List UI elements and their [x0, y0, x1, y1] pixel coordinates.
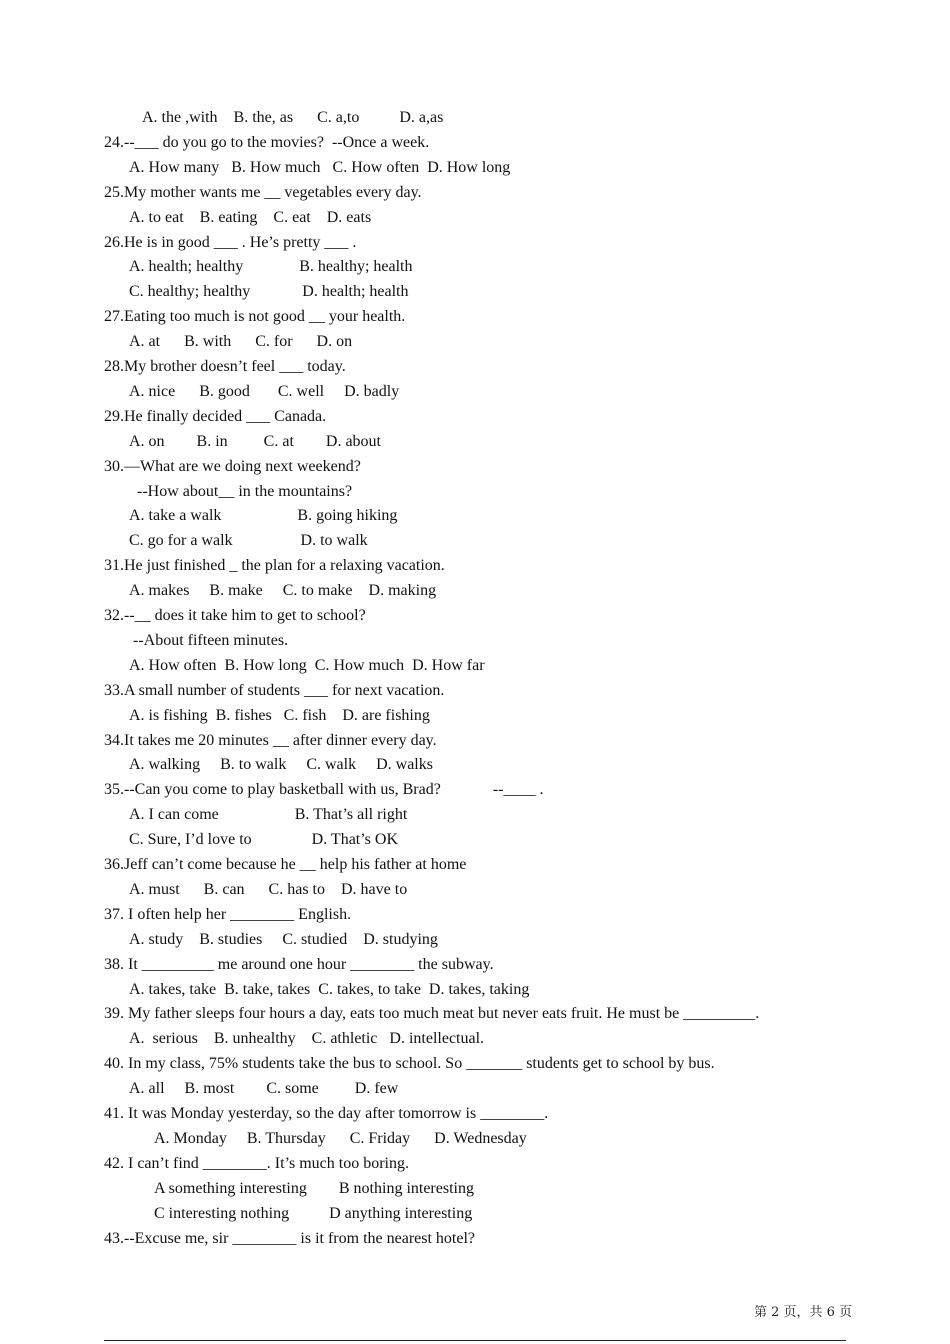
text-line: A something interesting B nothing interesting — [154, 1180, 474, 1197]
text-line: A. health; healthy B. healthy; health — [129, 258, 413, 275]
text-line: 31.He just finished _ the plan for a relaxing vacation. — [104, 557, 445, 574]
text-line: A. walking B. to walk C. walk D. walks — [129, 756, 433, 773]
text-line: A. takes, take B. take, takes C. takes, to take D. takes, taking — [129, 981, 530, 998]
text-line: 24.--___ do you go to the movies? --Once a week. — [104, 134, 430, 151]
text-line: 42. I can’t find ________. It’s much too boring. — [104, 1155, 409, 1172]
text-line: 43.--Excuse me, sir ________ is it from the nearest hotel? — [104, 1230, 476, 1247]
text-line: A. to eat B. eating C. eat D. eats — [129, 209, 372, 226]
text-line: A. at B. with C. for D. on — [129, 333, 353, 350]
text-line: A. study B. studies C. studied D. studying — [129, 931, 438, 948]
text-line: 27.Eating too much is not good __ your health. — [104, 308, 406, 325]
text-line: 32.--__ does it take him to get to school? — [104, 607, 366, 624]
text-line: A. take a walk B. going hiking — [129, 507, 398, 524]
text-line: A. nice B. good C. well D. badly — [129, 383, 400, 400]
text-line: 39. My father sleeps four hours a day, eats too much meat but never eats fruit. He must be _________. — [104, 1005, 760, 1022]
text-line: A. on B. in C. at D. about — [129, 433, 381, 450]
text-line: 33.A small number of students ___ for next vacation. — [104, 682, 445, 699]
text-line: A. must B. can C. has to D. have to — [129, 881, 408, 898]
text-line: 26.He is in good ___ . He’s pretty ___ . — [104, 234, 357, 251]
text-line: A. serious B. unhealthy C. athletic D. intellectual. — [129, 1030, 485, 1047]
text-line: 29.He finally decided ___ Canada. — [104, 408, 327, 425]
text-line: A. is fishing B. fishes C. fish D. are fishing — [129, 707, 430, 724]
text-line: 41. It was Monday yesterday, so the day after tomorrow is ________. — [104, 1105, 549, 1122]
text-line: C interesting nothing D anything interesting — [154, 1205, 473, 1222]
text-line: 34.It takes me 20 minutes __ after dinner every day. — [104, 732, 437, 749]
text-line: A. I can come B. That’s all right — [129, 806, 408, 823]
text-line: 36.Jeff can’t come because he __ help his father at home — [104, 856, 467, 873]
text-line: A. all B. most C. some D. few — [129, 1080, 399, 1097]
text-line: 25.My mother wants me __ vegetables every day. — [104, 184, 422, 201]
text-line: 28.My brother doesn’t feel ___ today. — [104, 358, 346, 375]
text-line: A. How often B. How long C. How much D. How far — [129, 657, 485, 674]
text-line: A. Monday B. Thursday C. Friday D. Wednesday — [154, 1130, 527, 1147]
text-line: C. healthy; healthy D. health; health — [129, 283, 409, 300]
text-line: C. go for a walk D. to walk — [129, 532, 368, 549]
text-line: 30.—What are we doing next weekend? — [104, 458, 361, 475]
text-line: 35.--Can you come to play basketball with us, Brad? --____ . — [104, 781, 544, 798]
text-line: A. the ,with B. the, as C. a,to D. a,as — [142, 109, 444, 126]
text-line: 40. In my class, 75% students take the bus to school. So _______ students get to school by bus. — [104, 1055, 715, 1072]
text-line: C. Sure, I’d love to D. That’s OK — [129, 831, 399, 848]
text-line: --About fifteen minutes. — [133, 632, 289, 649]
text-line: 37. I often help her ________ English. — [104, 906, 352, 923]
text-line: A. How many B. How much C. How often D. How long — [129, 159, 511, 176]
text-line: 38. It _________ me around one hour ________ the subway. — [104, 956, 494, 973]
text-line: --How about__ in the mountains? — [137, 483, 353, 500]
page-number-footer: 第 2 页，共 6 页 — [754, 1305, 853, 1320]
text-line: A. makes B. make C. to make D. making — [129, 582, 437, 599]
footer-rule — [104, 1340, 846, 1341]
